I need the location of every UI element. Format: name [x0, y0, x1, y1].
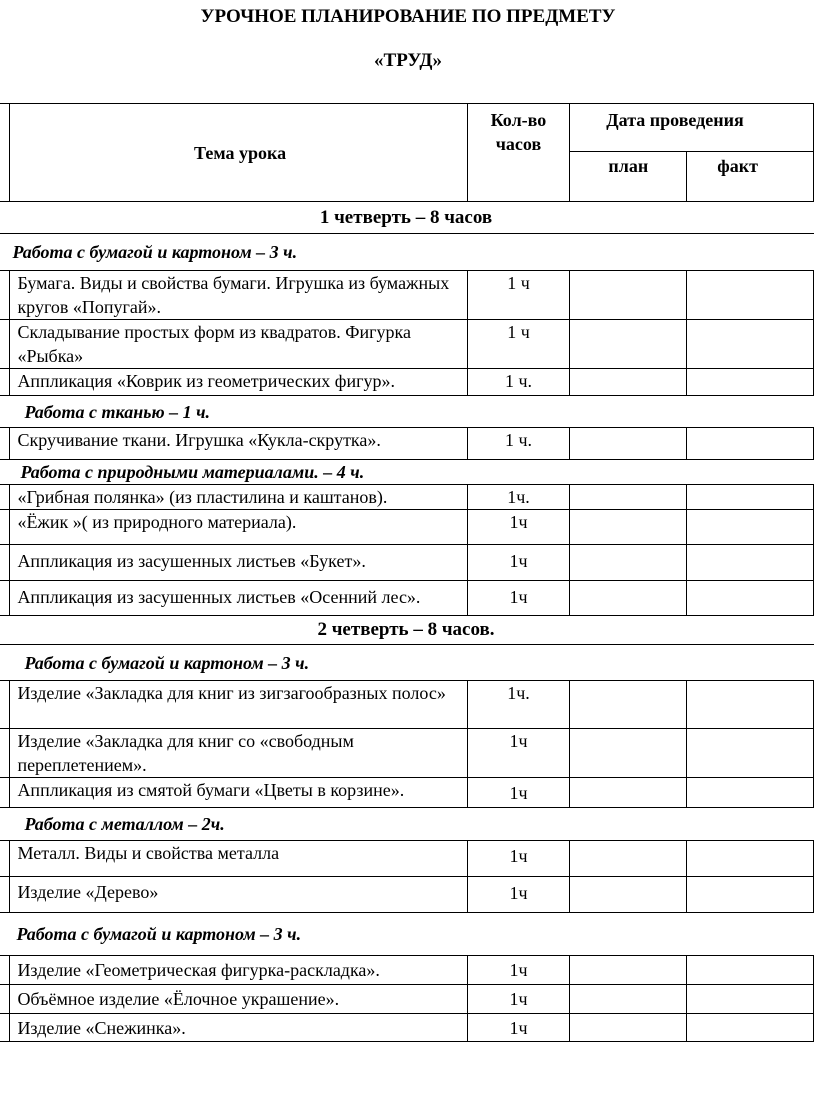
lesson-row: [0, 581, 814, 616]
lesson-row: [0, 778, 814, 808]
section-heading: Работа с металлом – 2ч.: [0, 808, 814, 841]
lesson-row: [0, 877, 814, 913]
section-heading: Работа с бумагой и картоном – 3 ч.: [0, 234, 814, 271]
lesson-row: [0, 369, 814, 396]
lesson-hours: 1ч: [467, 1014, 570, 1042]
lesson-fact-date: [687, 956, 814, 985]
lesson-row: [0, 681, 814, 729]
lesson-plan-date: [570, 485, 687, 510]
lesson-hours: 1ч.: [467, 485, 570, 510]
lesson-fact-date: [687, 985, 814, 1014]
lesson-fact-date: [687, 485, 814, 510]
lesson-plan-date: [570, 985, 687, 1014]
lesson-fact-date: [687, 778, 814, 808]
date-column-header: Дата проведения: [570, 104, 814, 152]
lesson-fact-date: [687, 369, 814, 396]
lesson-topic: Аппликация из засушенных листьев «Осенний лес».: [10, 581, 467, 616]
lesson-topic: «Ёжик »( из природного материала).: [10, 510, 467, 545]
section-heading: Работа с бумагой и картоном – 3 ч.: [0, 645, 814, 681]
lesson-hours: 1ч.: [467, 681, 570, 729]
lesson-fact-date: [687, 320, 814, 369]
fact-column-header: факт: [687, 152, 814, 202]
lesson-fact-date: [687, 428, 814, 460]
lesson-plan-date: [570, 271, 687, 320]
lesson-hours: 1ч: [467, 841, 570, 877]
lesson-fact-date: [687, 841, 814, 877]
plan-column-header: план: [570, 152, 687, 202]
quarter-heading: 2 четверть – 8 часов.: [0, 616, 814, 645]
lesson-fact-date: [687, 729, 814, 778]
quarter-row: [0, 616, 814, 645]
lesson-fact-date: [687, 545, 814, 581]
lesson-plan-date: [570, 729, 687, 778]
lesson-topic: Аппликация из засушенных листьев «Букет».: [10, 545, 467, 581]
lesson-row: [0, 485, 814, 510]
quarter-row: [0, 202, 814, 234]
topic-column-header: Тема урока: [10, 104, 467, 202]
lesson-row: [0, 841, 814, 877]
lesson-topic: Металл. Виды и свойства металла: [10, 841, 467, 877]
lesson-topic: Изделие «Закладка для книг из зигзагообразных полос»: [10, 681, 467, 729]
lesson-plan-date: [570, 956, 687, 985]
lesson-plan-date: [570, 428, 687, 460]
lesson-plan-date: [570, 369, 687, 396]
lesson-topic: Изделие «Дерево»: [10, 877, 467, 913]
lesson-row: [0, 1014, 814, 1042]
section-row: [0, 913, 814, 956]
quarter-heading: 1 четверть – 8 часов: [0, 202, 814, 234]
lesson-topic: Аппликация из смятой бумаги «Цветы в корзине».: [10, 778, 467, 808]
section-row: [0, 645, 814, 681]
lesson-topic: Изделие «Геометрическая фигурка-раскладка».: [10, 956, 467, 985]
lesson-hours: 1ч: [467, 877, 570, 913]
section-row: [0, 460, 814, 485]
lesson-fact-date: [687, 681, 814, 729]
lesson-row: [0, 545, 814, 581]
lesson-plan-date: [570, 510, 687, 545]
lesson-hours: 1ч: [467, 545, 570, 581]
lesson-row: [0, 985, 814, 1014]
lesson-fact-date: [687, 581, 814, 616]
lesson-plan-date: [570, 1014, 687, 1042]
lesson-topic: Объёмное изделие «Ёлочное украшение».: [10, 985, 467, 1014]
lesson-hours: 1 ч.: [467, 369, 570, 396]
lesson-plan-date: [570, 581, 687, 616]
lesson-plan-date: [570, 841, 687, 877]
lesson-plan-date: [570, 877, 687, 913]
lesson-hours: 1ч: [467, 510, 570, 545]
lesson-plan-date: [570, 681, 687, 729]
subject-title: «ТРУД»: [374, 50, 442, 71]
section-row: [0, 234, 814, 271]
lesson-fact-date: [687, 877, 814, 913]
lesson-hours: 1ч: [467, 729, 570, 778]
lesson-row: [0, 428, 814, 460]
lesson-topic: Бумага. Виды и свойства бумаги. Игрушка из бумажных кругов «Попугай».: [10, 271, 467, 320]
lesson-row: [0, 956, 814, 985]
header-row: [0, 104, 814, 152]
lesson-row: [0, 729, 814, 778]
lesson-hours: 1ч: [467, 956, 570, 985]
lesson-topic: Изделие «Закладка для книг со «свободным переплетением».: [10, 729, 467, 778]
lesson-row: [0, 320, 814, 369]
lesson-topic: Изделие «Снежинка».: [10, 1014, 467, 1042]
lesson-hours: 1 ч: [467, 320, 570, 369]
section-heading: Работа с бумагой и картоном – 3 ч.: [0, 913, 814, 956]
lesson-hours: 1 ч.: [467, 428, 570, 460]
lesson-row: [0, 510, 814, 545]
lesson-fact-date: [687, 510, 814, 545]
section-heading: Работа с природными материалами. – 4 ч.: [0, 460, 814, 485]
lesson-plan-table: [0, 103, 814, 1042]
section-heading: Работа с тканью – 1 ч.: [0, 396, 814, 428]
lesson-plan-date: [570, 778, 687, 808]
lesson-hours: 1ч: [467, 985, 570, 1014]
lesson-fact-date: [687, 1014, 814, 1042]
lesson-hours: 1ч: [467, 581, 570, 616]
number-column-header: [0, 104, 10, 202]
section-row: [0, 396, 814, 428]
lesson-hours: 1ч: [467, 778, 570, 808]
lesson-topic: Аппликация «Коврик из геометрических фигур».: [10, 369, 467, 396]
lesson-topic: Складывание простых форм из квадратов. Фигурка «Рыбка»: [10, 320, 467, 369]
lesson-row: [0, 271, 814, 320]
hours-column-header: Кол-во часов: [467, 104, 570, 202]
document-title: УРОЧНОЕ ПЛАНИРОВАНИЕ ПО ПРЕДМЕТУ: [200, 6, 616, 27]
section-row: [0, 808, 814, 841]
lesson-topic: «Грибная полянка» (из пластилина и каштанов).: [10, 485, 467, 510]
lesson-fact-date: [687, 271, 814, 320]
lesson-hours: 1 ч: [467, 271, 570, 320]
lesson-plan-date: [570, 545, 687, 581]
lesson-topic: Скручивание ткани. Игрушка «Кукла-скрутка».: [10, 428, 467, 460]
lesson-plan-date: [570, 320, 687, 369]
